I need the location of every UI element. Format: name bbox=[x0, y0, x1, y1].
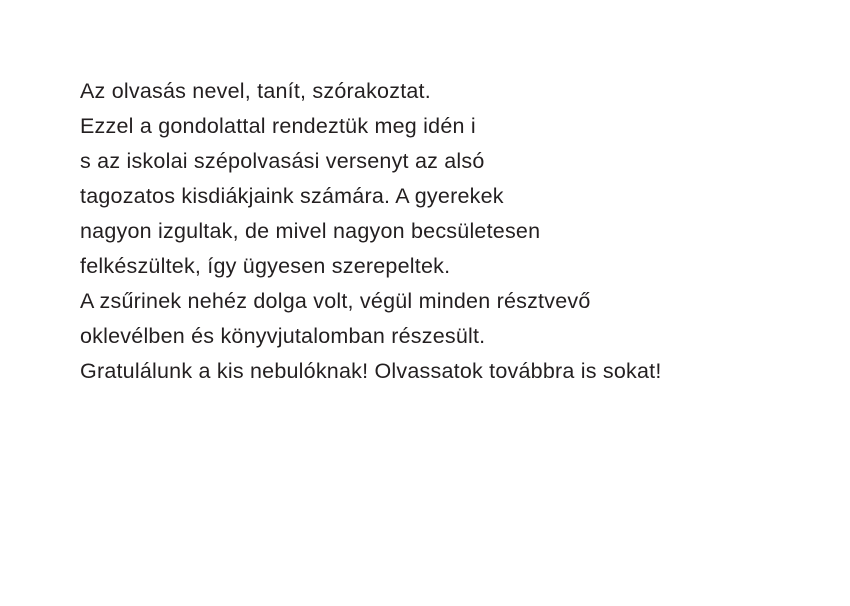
text-line: A zsűrinek nehéz dolga volt, végül minden résztvevő bbox=[80, 289, 591, 313]
text-line: felkészültek, így ügyesen szerepeltek. bbox=[80, 254, 451, 278]
text-line: oklevélben és könyvjutalomban részesült. bbox=[80, 324, 486, 348]
text-line: s az iskolai szépolvasási versenyt az alsó bbox=[80, 149, 485, 173]
text-line: Ezzel a gondolattal rendeztük meg idén i bbox=[80, 114, 476, 138]
text-line: nagyon izgultak, de mivel nagyon becsületesen bbox=[80, 219, 541, 243]
text-line: tagozatos kisdiákjaink számára. A gyerekek bbox=[80, 184, 504, 208]
body-text-block bbox=[80, 74, 800, 389]
text-line: Gratulálunk a kis nebulóknak! Olvassatok továbbra is sokat! bbox=[80, 359, 662, 383]
text-line: Az olvasás nevel, tanít, szórakoztat. bbox=[80, 79, 431, 103]
